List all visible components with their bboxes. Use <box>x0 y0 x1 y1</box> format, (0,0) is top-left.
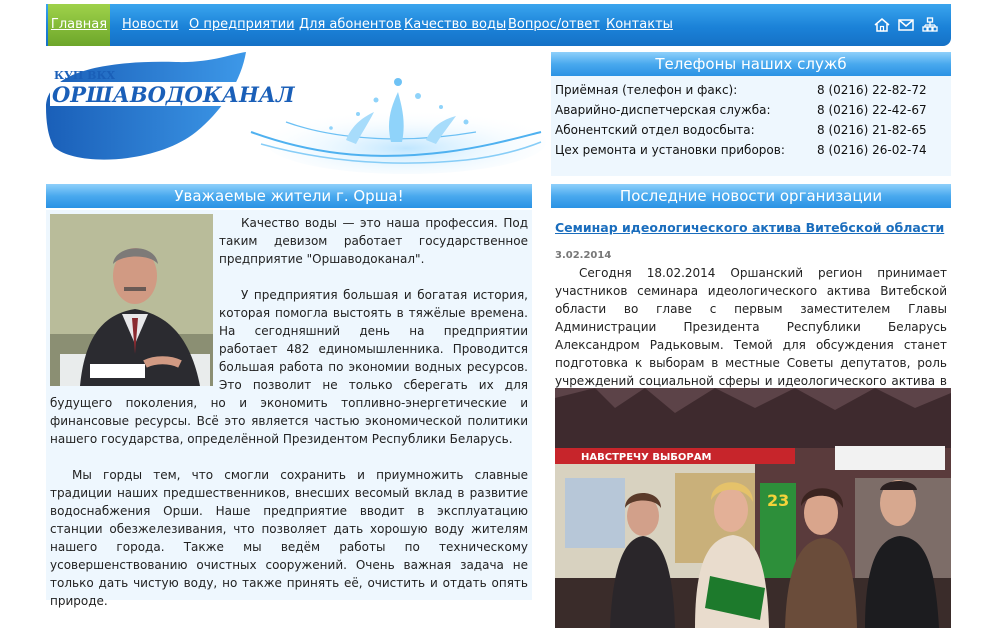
phone-row <box>555 140 947 160</box>
phone-row <box>555 80 947 100</box>
phone-number: 8 (0216) 21-82-65 <box>817 123 927 137</box>
phone-number: 8 (0216) 22-42-67 <box>817 103 927 117</box>
phones-header: Телефоны наших служб <box>551 52 951 76</box>
nav-item-faq[interactable]: Вопрос/ответ <box>508 17 600 32</box>
home-icon[interactable] <box>874 17 890 33</box>
photo-poster-text: 23 <box>767 491 790 510</box>
welcome-panel <box>46 210 532 608</box>
welcome-header: Уважаемые жители г. Орша! <box>46 184 532 208</box>
news-photo[interactable] <box>555 388 951 628</box>
welcome-paragraph-3: Мы горды тем, что смогли сохранить и приумножить славные традиции наших предшественников, внесших весомый вклад в развитие водоснабжения Орши. Наше предприятие вводит в эксплуатацию станции обезжелезивания, что позволяет дать хорошую воду жителям нашего города. Также мы ведём работы по техническому усовершенствованию очистных сооружений. Очень важная задача не только дать чистую воду, но также принять её, очистить и отдать опять природе. <box>50 468 528 608</box>
news-text: Сегодня 18.02.2014 Оршанский регион принимает участников семинара идеологического актива Витебской области во главе с первым заместителем Главы Администрации Президента Республики Беларусь Александром Радьковым. Темой для обсуждения станет подготовка к выборам в местные Советы депутатов, роль учреждений социальной сферы и идеологического актива в <box>555 266 947 388</box>
phone-number: 8 (0216) 22-82-72 <box>817 83 927 97</box>
logo-small-text: КУП ВКХ <box>54 69 115 82</box>
photo-banner-text: НАВСТРЕЧУ ВЫБОРАМ <box>581 452 712 463</box>
phone-row <box>555 120 947 140</box>
nav-item-subscribers[interactable]: Для абонентов <box>299 17 402 32</box>
welcome-text <box>50 214 528 628</box>
nav-item-water-quality[interactable]: Качество воды <box>404 17 507 32</box>
phone-label: Абонентский отдел водосбыта: <box>555 123 755 137</box>
sitemap-icon[interactable] <box>922 17 938 33</box>
logo-name-text: ОРШАВОДОКАНАЛ <box>52 82 295 107</box>
mail-icon[interactable] <box>898 17 914 33</box>
phone-row <box>555 100 947 120</box>
news-header: Последние новости организации <box>551 184 951 208</box>
nav-item-home[interactable]: Главная <box>48 4 110 46</box>
welcome-paragraph-2: У предприятия большая и богатая история, которая помогла выстоять в тяжёлые времена. На сегодняшний день на предприятии работает 482 единомышленника. Проводится большая работа по экономии водных ресурсов. Это позволит не только сберегать их для будущего поколения, но и экономить топливно-энергетические и финансовые ресурсы. Всё это является частью экономической политики нашего государства, определённой Президентом Республики Беларусь. <box>50 288 528 446</box>
nav-item-contacts[interactable]: Контакты <box>606 17 673 32</box>
phone-label: Цех ремонта и установки приборов: <box>555 143 785 157</box>
phone-label: Аварийно-диспетчерская служба: <box>555 103 771 117</box>
phones-panel <box>551 76 951 176</box>
phone-label: Приёмная (телефон и факс): <box>555 83 738 97</box>
news-date: 3.02.2014 <box>555 250 612 261</box>
welcome-paragraph-1: Качество воды — это наша профессия. Под таким девизом работает государственное предприятие "Оршаводоканал". <box>219 216 528 266</box>
top-navigation <box>46 4 951 46</box>
nav-item-about[interactable]: О предприятии <box>189 17 295 32</box>
phone-number: 8 (0216) 26-02-74 <box>817 143 927 157</box>
site-logo[interactable] <box>46 52 546 177</box>
news-item-link[interactable]: Семинар идеологического актива Витебской области <box>555 220 945 235</box>
news-panel <box>551 210 951 600</box>
nav-item-news[interactable]: Новости <box>122 17 179 32</box>
director-photo <box>50 214 213 386</box>
